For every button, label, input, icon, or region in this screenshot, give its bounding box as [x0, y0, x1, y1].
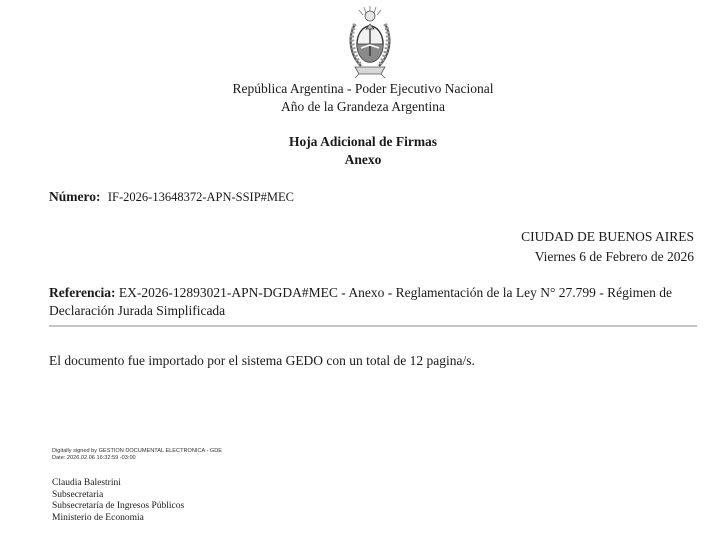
reference [49, 284, 699, 320]
signer-block [52, 478, 184, 524]
reference-label: Referencia: [49, 285, 116, 300]
header-government: República Argentina - Poder Ejecutivo Nacional [232, 81, 494, 96]
coat-of-arms-icon [345, 4, 395, 80]
signer-name: Claudia Balestrini [52, 478, 121, 488]
digital-signature-signer: Digitally signed by GESTION DOCUMENTAL ELECTRONICA - GDE [52, 448, 223, 454]
reference-value: EX-2026-12893021-APN-DGDA#MEC - Anexo - Reglamentación de la Ley N° 27.799 - Régimen de Declaración Jurada Simplificada [49, 285, 673, 318]
divider [49, 325, 697, 327]
signer-role: Subsecretaria [52, 489, 104, 500]
document-date: Viernes 6 de Febrero de 2026 [534, 249, 694, 264]
document-number-value: IF-2026-13648372-APN-SSIP#MEC [107, 190, 295, 204]
signer-ministry: Ministerio de Economía [52, 512, 144, 523]
document-number-label: Número: [49, 189, 101, 204]
city: CIUDAD DE BUENOS AIRES [521, 229, 694, 244]
document-subtitle: Anexo [344, 152, 382, 167]
signer-office: Subsecretaría de Ingresos Públicos [52, 501, 185, 511]
digital-signature-date: Date: 2026.02.06 16:32:59 -03:00 [52, 454, 136, 461]
digital-signature-stamp [52, 448, 222, 461]
body-text: El documento fue importado por el sistema GEDO con un total de 12 pagina/s. [49, 353, 475, 368]
document-number [49, 188, 294, 206]
document-title: Hoja Adicional de Firmas [288, 134, 438, 149]
header-year-motto: Año de la Grandeza Argentina [281, 99, 445, 114]
